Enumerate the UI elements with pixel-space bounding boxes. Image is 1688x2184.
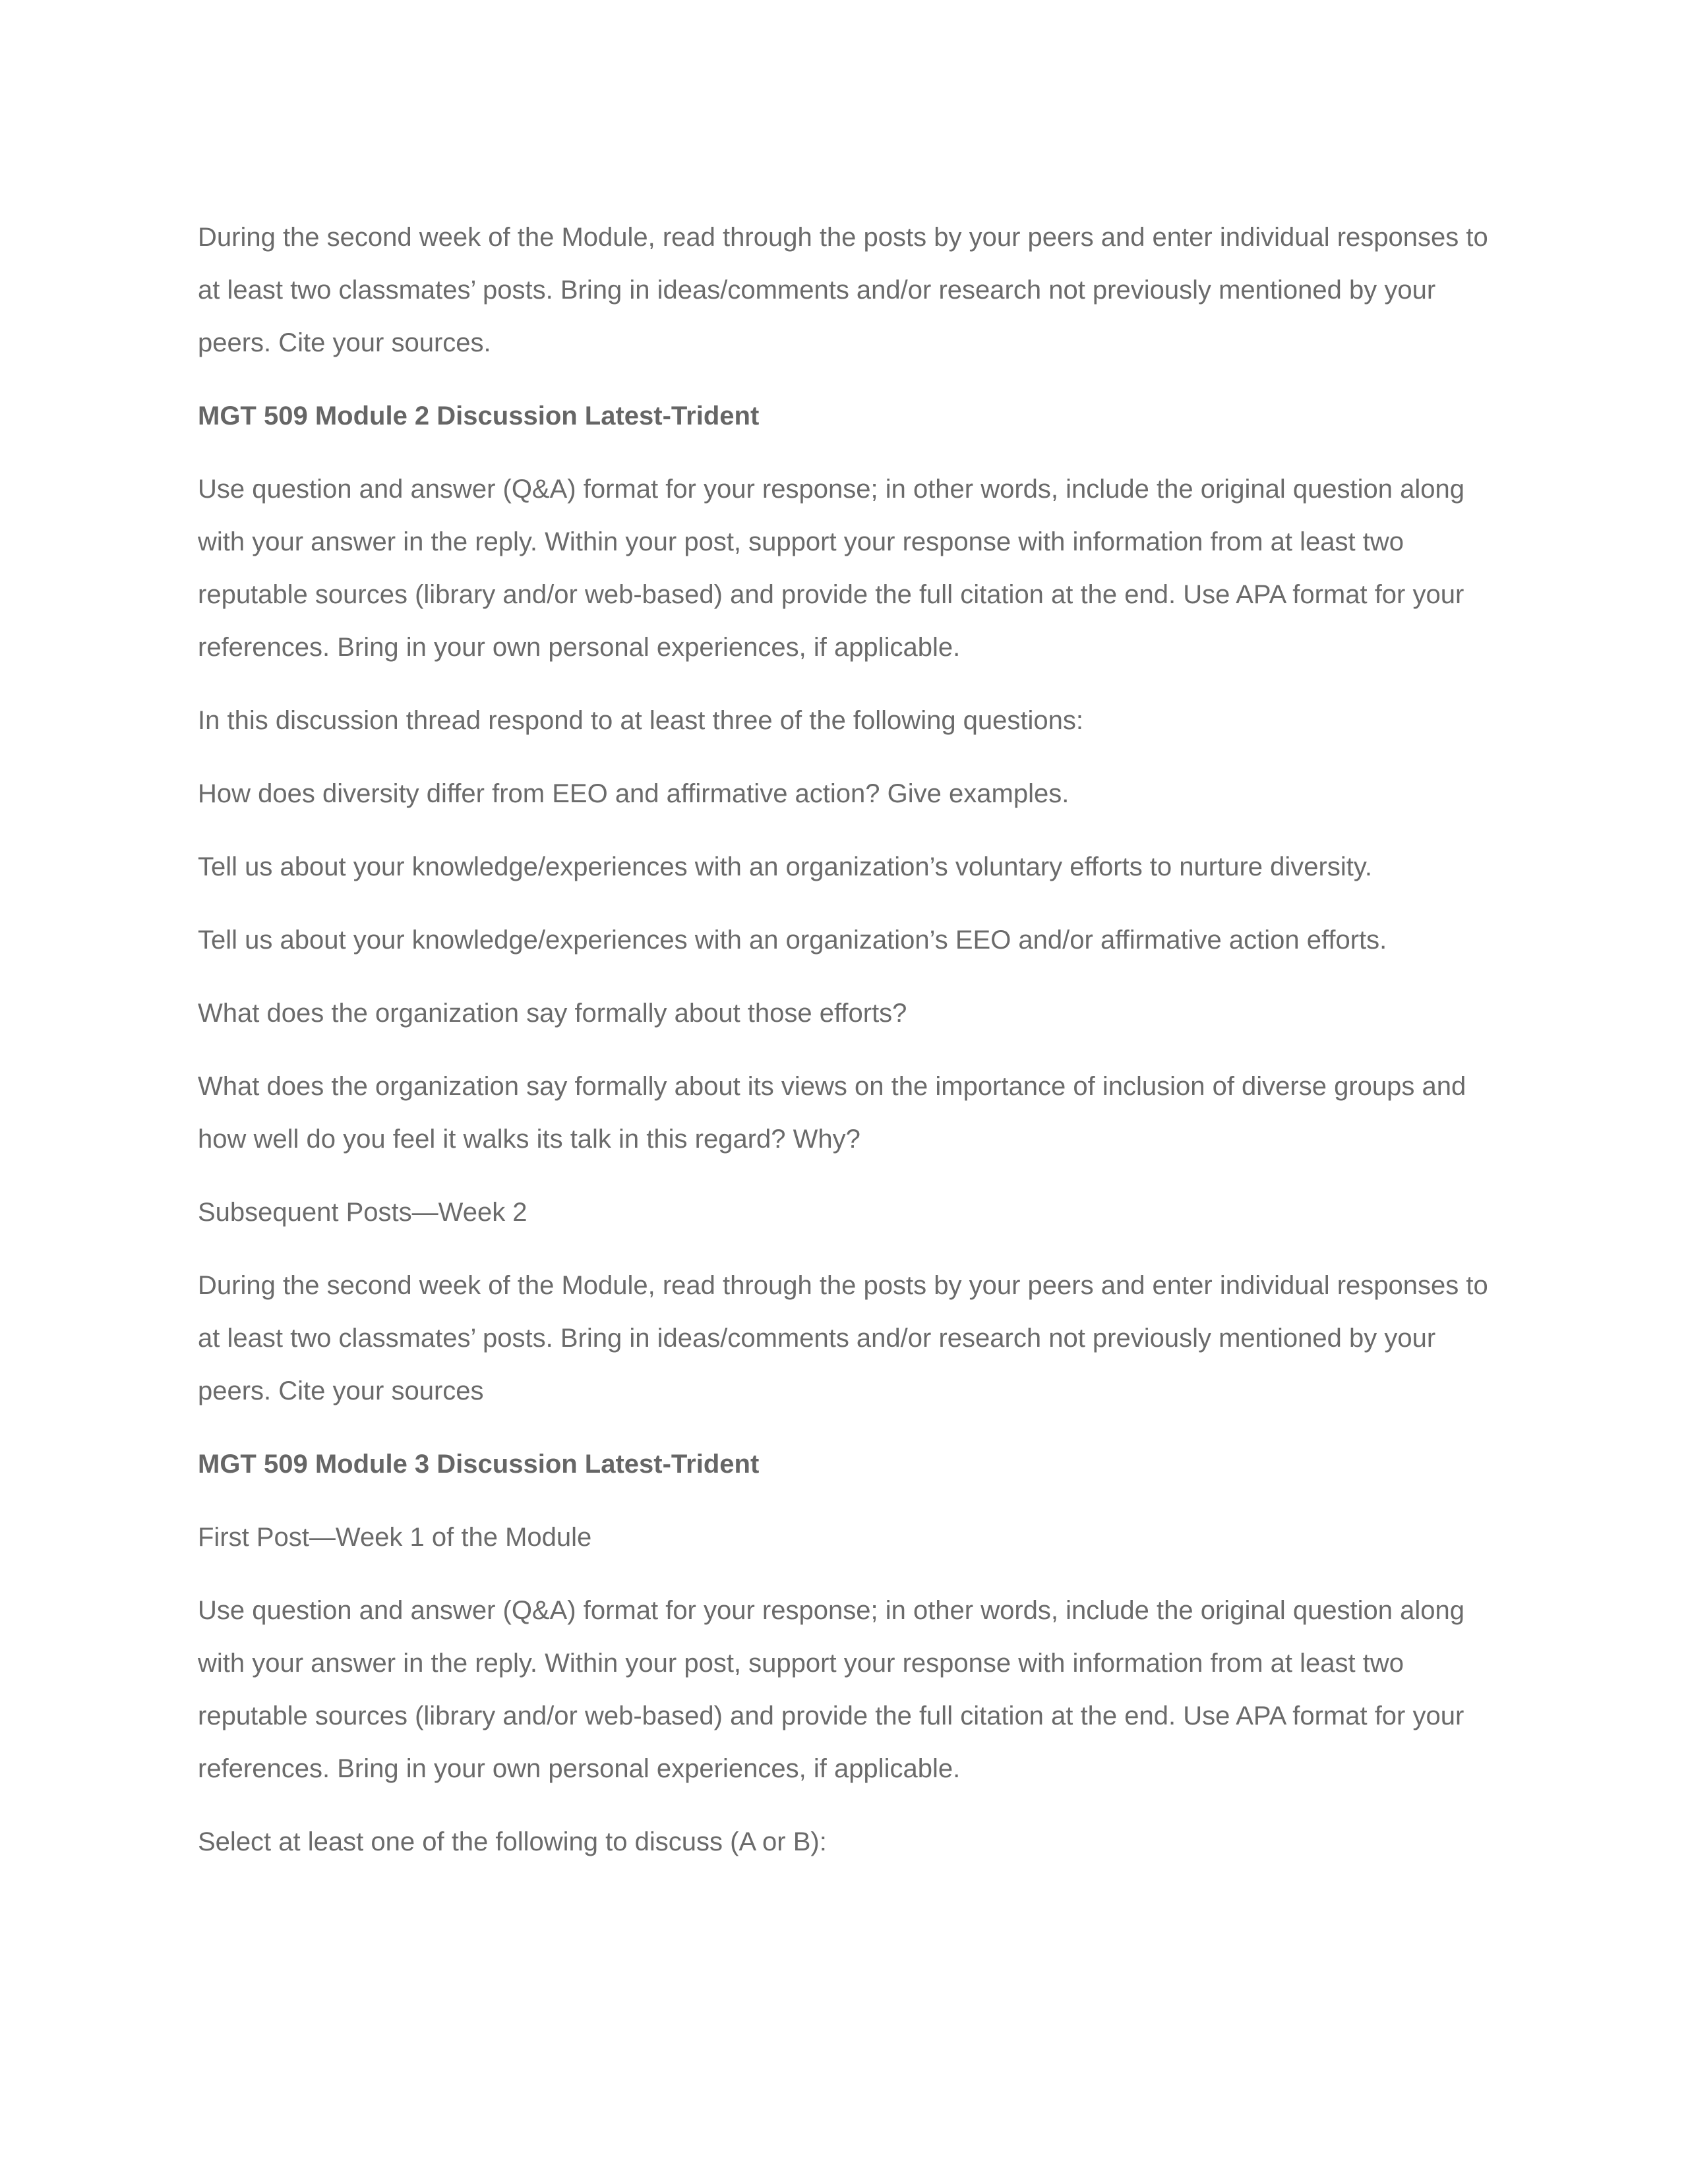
question-voluntary-diversity-efforts: Tell us about your knowledge/experiences with an organization’s voluntary efforts to nurture diversity. [198, 852, 1372, 881]
question-eeo-affirmative-action-efforts: Tell us about your knowledge/experiences with an organization’s EEO and/or affirmative action efforts. [198, 926, 1387, 955]
paragraph-peer-response-instructions: During the second week of the Module, read through the posts by your peers and enter individual responses to at least two classmates’ posts. Bring in ideas/comments and/or research not previously mentioned by your peers. Cite your sources. [198, 223, 1488, 357]
paragraph-peer-response-instructions-2: During the second week of the Module, read through the posts by your peers and enter individual responses to at least two classmates’ posts. Bring in ideas/comments and/or research not previously mentioned by your peers. Cite your sources [198, 1271, 1488, 1405]
question-formal-statements: What does the organization say formally about those efforts? [198, 999, 907, 1028]
heading-module-2-discussion: MGT 509 Module 2 Discussion Latest-Trident [198, 401, 760, 430]
paragraph-select-option: Select at least one of the following to discuss (A or B): [198, 1827, 827, 1856]
question-diversity-vs-eeo: How does diversity differ from EEO and affirmative action? Give examples. [198, 779, 1070, 808]
document-body [198, 211, 1503, 1889]
subheading-first-post: First Post—Week 1 of the Module [198, 1523, 592, 1552]
subheading-subsequent-posts: Subsequent Posts—Week 2 [198, 1198, 528, 1227]
paragraph-discussion-thread-intro: In this discussion thread respond to at least three of the following questions: [198, 706, 1084, 735]
paragraph-qa-format-instructions: Use question and answer (Q&A) format for your response; in other words, include the original question along with your answer in the reply. Within your post, support your response with information from at least two reputable sources (library and/or web-based) and provide the full citation at the end. Use APA format for your references. Bring in your own personal experiences, if applicable. [198, 475, 1465, 662]
question-inclusion-views: What does the organization say formally about its views on the importance of inclusion of diverse groups and how well do you feel it walks its talk in this regard? Why? [198, 1072, 1466, 1154]
paragraph-qa-format-instructions-2: Use question and answer (Q&A) format for your response; in other words, include the original question along with your answer in the reply. Within your post, support your response with information from at least two reputable sources (library and/or web-based) and provide the full citation at the end. Use APA format for your references. Bring in your own personal experiences, if applicable. [198, 1596, 1465, 1783]
heading-module-3-discussion: MGT 509 Module 3 Discussion Latest-Trident [198, 1450, 760, 1479]
